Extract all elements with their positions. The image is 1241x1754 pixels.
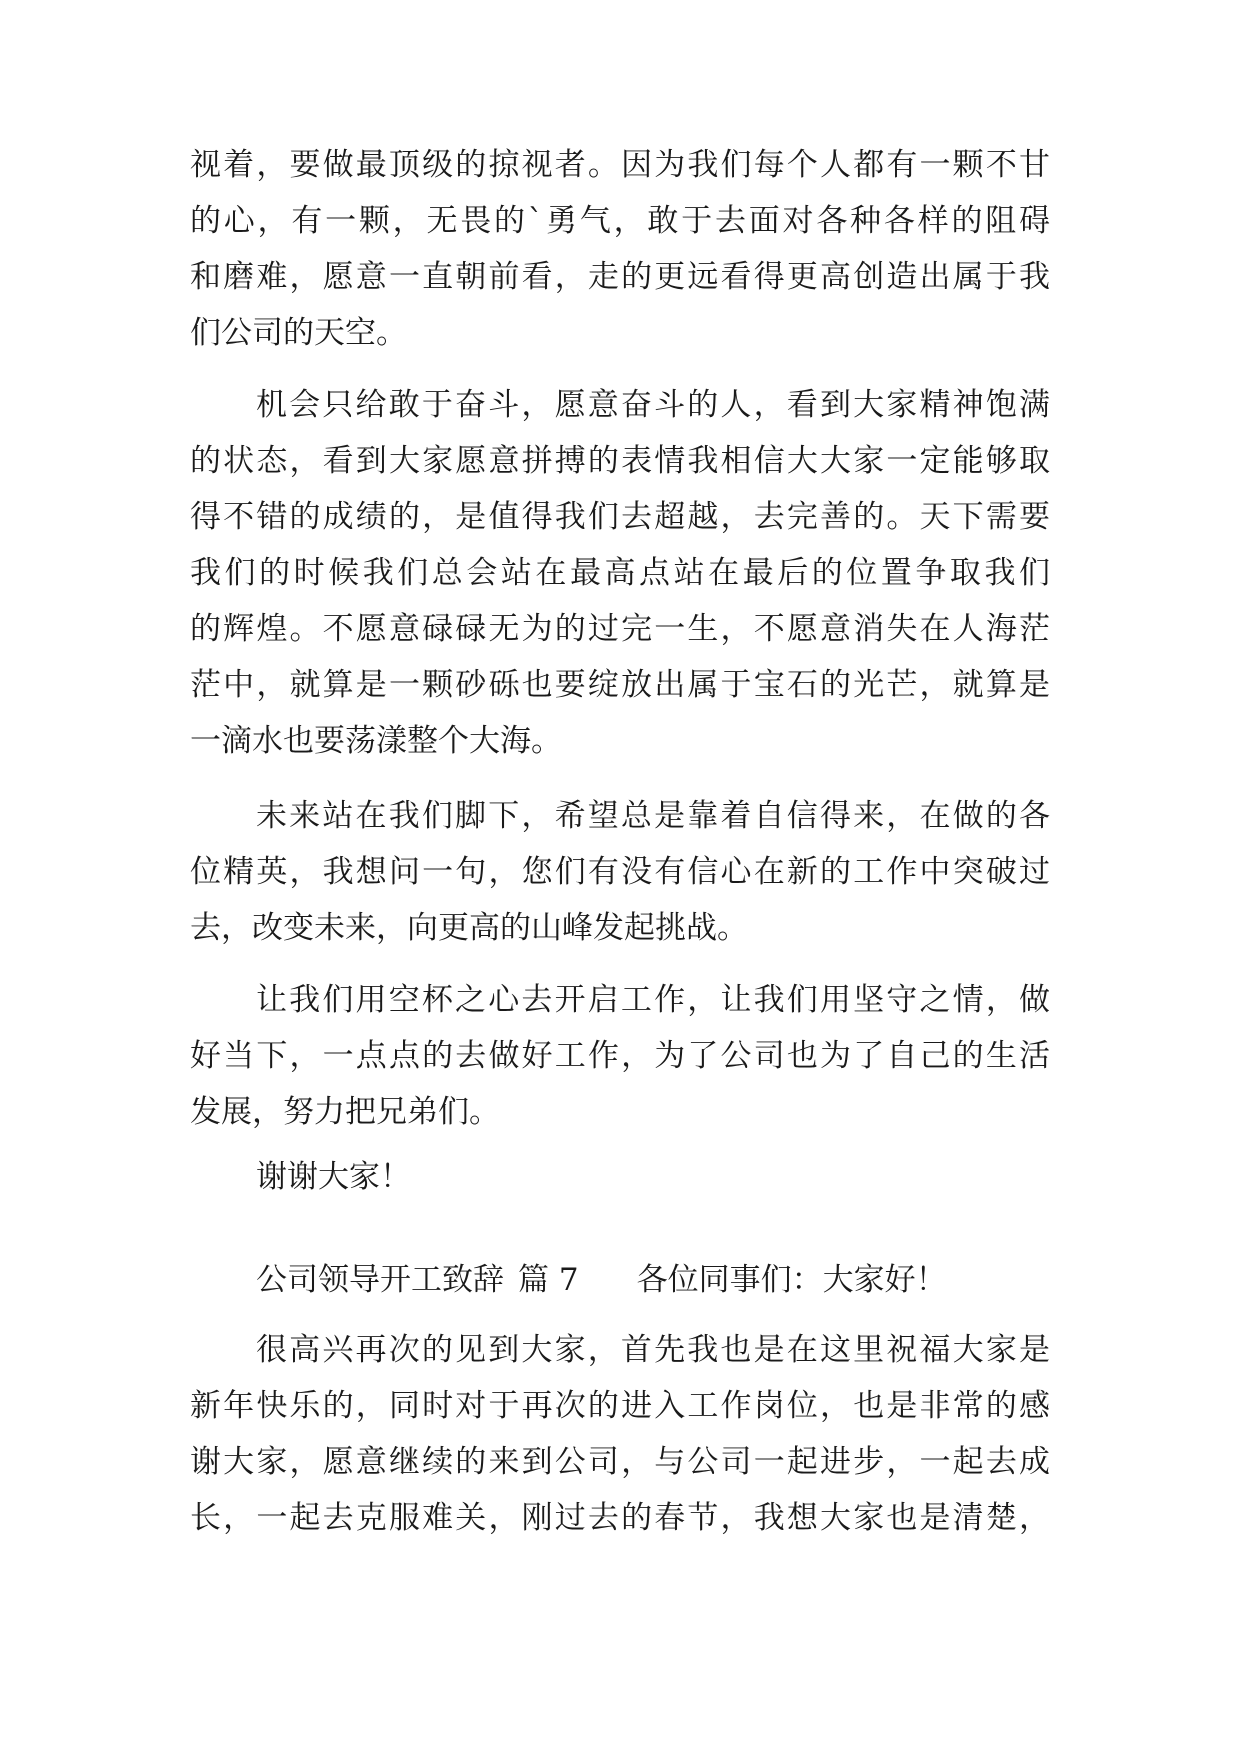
paragraph-line: 我们的时候我们总会站在最高点站在最后的位置争取我们	[190, 555, 1050, 591]
paragraph-line: 茫中，就算是一颗砂砾也要绽放出属于宝石的光芒，就算是	[190, 667, 1050, 703]
paragraph-line: 长，一起去克服难关，刚过去的春节，我想大家也是清楚，	[190, 1500, 1050, 1536]
heading-greeting: 各位同事们：大家好！	[636, 1262, 947, 1298]
paragraph-line: 机会只给敢于奋斗，愿意奋斗的人，看到大家精神饱满	[256, 387, 1050, 423]
paragraph-line: 的状态，看到大家愿意拼搏的表情我相信大大家一定能够取	[190, 443, 1050, 479]
paragraph-line: 的辉煌。不愿意碌碌无为的过完一生，不愿意消失在人海茫	[190, 611, 1050, 647]
paragraph-line: 好当下，一点点的去做好工作，为了公司也为了自己的生活	[190, 1038, 1050, 1074]
paragraph-line: 和磨难，愿意一直朝前看，走的更远看得更高创造出属于我	[190, 259, 1050, 295]
section-heading	[256, 1250, 947, 1310]
paragraph-line: 未来站在我们脚下，希望总是靠着自信得来，在做的各	[256, 798, 1050, 834]
paragraph-line: 视着，要做最顶级的掠视者。因为我们每个人都有一颗不甘	[190, 147, 1050, 183]
paragraph-line: 一滴水也要荡漾整个大海。	[190, 723, 562, 759]
paragraph-line: 很高兴再次的见到大家，首先我也是在这里祝福大家是	[256, 1332, 1050, 1368]
paragraph-line: 的心，有一颗，无畏的`勇气，敢于去面对各种各样的阻碍	[190, 203, 1050, 239]
paragraph-line: 发展，努力把兄弟们。	[190, 1094, 500, 1130]
paragraph-line: 得不错的成绩的，是值得我们去超越，去完善的。天下需要	[190, 499, 1050, 535]
paragraph-line: 去，改变未来，向更高的山峰发起挑战。	[190, 910, 748, 946]
paragraph-line: 谢谢大家！	[256, 1159, 411, 1195]
paragraph-line: 位精英，我想问一句，您们有没有信心在新的工作中突破过	[190, 854, 1050, 890]
heading-section-number: 篇 7	[518, 1262, 579, 1298]
paragraph-line: 新年快乐的，同时对于再次的进入工作岗位，也是非常的感	[190, 1388, 1050, 1424]
paragraph-line: 们公司的天空。	[190, 315, 407, 351]
heading-title: 公司领导开工致辞	[256, 1262, 504, 1298]
paragraph-line: 让我们用空杯之心去开启工作，让我们用坚守之情，做	[256, 982, 1050, 1018]
paragraph-line: 谢大家，愿意继续的来到公司，与公司一起进步，一起去成	[190, 1444, 1050, 1480]
